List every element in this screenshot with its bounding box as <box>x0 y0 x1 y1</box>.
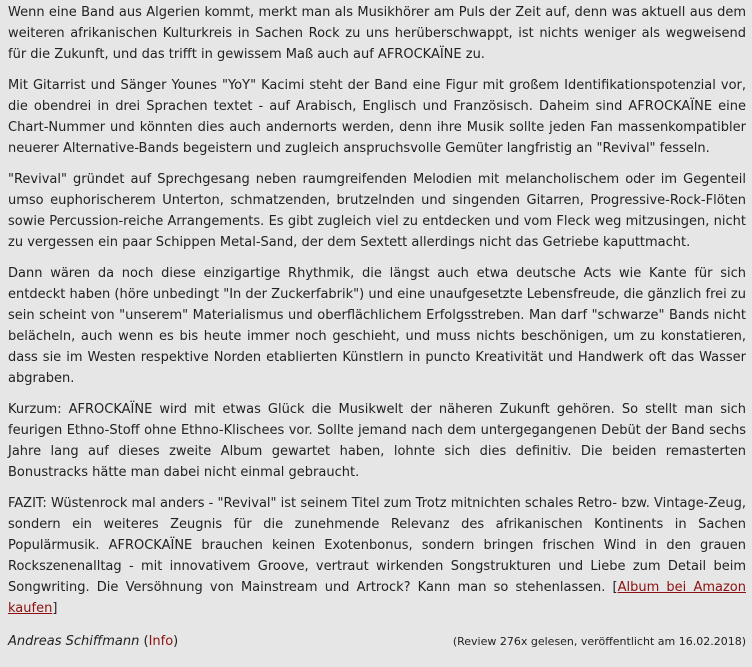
author-info-link[interactable]: Info <box>148 634 174 649</box>
review-paragraph-5: Kurzum: AFROCKAÏNE wird mit etwas Glück die Musikwelt der näheren Zukunft gehören. So stellt man sich feurigen Ethno-Stoff ohne Ethno-Klischees vor. Sollte jemand nach dem untergegangenen Debüt der Band sechs Jahre lang auf dieses zweite Album gewartet haben, lohnte sich dies definitiv. Die beiden remasterten Bonustracks hätte man dabei nicht einmal gebraucht. <box>8 402 746 480</box>
review-meta: (Review 276x gelesen, veröffentlicht am 16.02.2018) <box>452 635 746 648</box>
fazit-text: FAZIT: Wüstenrock mal anders - "Revival" ist seinem Titel zum Trotz mitnichten schales Retro- bzw. Vintage-Zeug, sondern ein weiteres Zeugnis für die zunehmende Relevanz des afrikanischen Kontinents in Sachen Populärmusik. AFROCKAÏNE brauchen keinen Exotenbonus, sondern bringen frischen Wind in den grauen Rockszenenalltag - mit innovativem Groove, vertraut wirkenden Songstrukturen und Liebe zum Detail beim Songwriting. Die Versöhnung von Mainstream und Artrock? Kann man so stehenlassen. <box>8 496 746 595</box>
amazon-buy-link[interactable]: Album bei Amazon kaufen <box>8 580 747 616</box>
review-footer <box>0 629 752 652</box>
review-paragraph-2: Mit Gitarrist und Sänger Younes "YoY" Kacimi steht der Band eine Figur mit großem Identifikationspotenzial vor, die obendrei in drei Sprachen textet - auf Arabisch, Englisch und Französisch. Daheim sind AFROCKAÏNE eine Chart-Nummer und könnten dies auch andernorts werden, denn ihre Musik sollte jeden Fan massenkompatibler neuerer Alternative-Bands begeistern und zugleich anspruchsvolle Gemüter langfristig an "Revival" fesseln. <box>8 78 746 156</box>
review-paragraph-1: Wenn eine Band aus Algerien kommt, merkt man als Musikhörer am Puls der Zeit auf, denn was aktuell aus dem weiteren afrikanischen Kulturkreis in Sachen Rock zu uns herüberschwappt, ist nichts weniger als wegweisend für die Zukunft, und das trifft in gewissem Maß auch auf AFROCKAÏNE zu. <box>8 5 746 62</box>
review-paragraph-4: Dann wären da noch diese einzigartige Rhythmik, die längst auch etwa deutsche Acts wie Kante für sich entdeckt haben (höre unbedingt "In der Zuckerfabrik") und eine unaufgesetzte Lebensfreude, die gänzlich frei zu sein scheint von "unserem" Materialismus und oberflächlichem Erfolgsstreben. Man darf "schwarze" Bands nicht belächeln, auch wenn es bis heute immer noch geschieht, und muss nichts beschönigen, um zu konstatieren, dass sie im Westen respektive Norden etablierten Künstlern in puncto Kreativität und Handwerk oft das Wasser abgraben. <box>8 266 746 386</box>
bracket-open: [ <box>612 580 618 595</box>
review-fazit <box>8 493 746 619</box>
paren-open: ( <box>143 634 149 649</box>
paren-close: ) <box>173 634 179 649</box>
author-name: Andreas Schiffmann <box>8 634 140 649</box>
author-line <box>8 631 178 652</box>
bracket-close: ] <box>52 601 58 616</box>
review-paragraph-3: "Revival" gründet auf Sprechgesang neben raumgreifenden Melodien mit melancholischem oder im Gegenteil umso euphorischerem Unterton, schmatzenden, brutzelnden und singenden Gitarren, Progressive-Rock-Flöten sowie Percussion-reiche Arrangements. Es gibt zugleich viel zu entdecken und vom Fleck weg mitzusingen, nicht zu vergessen ein paar Schippen Metal-Sand, der dem Sextett allerdings nicht das Getriebe kaputtmacht. <box>8 172 746 250</box>
